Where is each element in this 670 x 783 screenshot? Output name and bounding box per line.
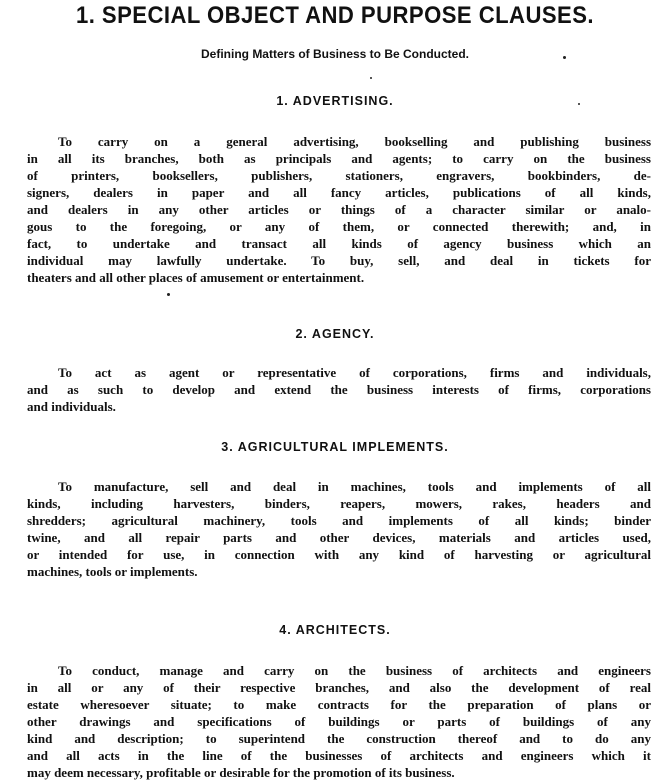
page-subtitle: Defining Matters of Business to Be Conducted.	[200, 47, 470, 61]
text-line: other drawings and specifications of buildings or parts of buildings of any	[27, 714, 651, 729]
section-body-architects	[27, 662, 651, 781]
text-line: and all acts in the line of the businesses of architects and engineers which it	[27, 748, 651, 763]
section-heading-agency: 2. AGENCY.	[295, 327, 375, 341]
text-line: and dealers in any other articles or things of a character similar or analo-	[27, 202, 651, 217]
text-line: gous to the foregoing, or any of them, or connected therewith; and, in	[27, 219, 651, 234]
text-line: and individuals.	[27, 399, 116, 414]
text-line: To act as agent or representative of corporations, firms and individuals,	[58, 365, 651, 380]
text-line: and as such to develop and extend the business interests of firms, corporations	[27, 382, 651, 397]
section-heading-architects: 4. ARCHITECTS.	[279, 623, 391, 637]
section-heading-advertising: 1. ADVERTISING.	[276, 94, 394, 108]
text-line: fact, to undertake and transact all kinds of agency business which an	[27, 236, 651, 251]
scan-speck	[578, 103, 580, 105]
section-body-advertising	[27, 133, 651, 286]
scan-speck	[167, 293, 170, 296]
section-heading-agricultural-implements: 3. AGRICULTURAL IMPLEMENTS.	[221, 440, 449, 454]
text-line: in all its branches, both as principals and agents; to carry on the business	[27, 151, 651, 166]
text-line: To manufacture, sell and deal in machines, tools and implements of all	[58, 479, 651, 494]
scan-speck	[563, 56, 566, 59]
text-line: twine, and all repair parts and other devices, materials and articles used,	[27, 530, 651, 545]
scan-speck	[370, 77, 372, 79]
text-line: in all or any of their respective branches, and also the development of real	[27, 680, 651, 695]
text-line: machines, tools or implements.	[27, 564, 198, 579]
text-line: To carry on a general advertising, bookselling and publishing business	[58, 134, 651, 149]
text-line: kinds, including harvesters, binders, reapers, mowers, rakes, headers and	[27, 496, 651, 511]
text-line: shredders; agricultural machinery, tools and implements of all kinds; binder	[27, 513, 651, 528]
section-body-agricultural-implements	[27, 478, 651, 580]
text-line: To conduct, manage and carry on the business of architects and engineers	[58, 663, 651, 678]
text-line: of printers, booksellers, publishers, stationers, engravers, bookbinders, de-	[27, 168, 651, 183]
text-line: or intended for use, in connection with any kind of harvesting or agricultural	[27, 547, 651, 562]
text-line: theaters and all other places of amusement or entertainment.	[27, 270, 365, 285]
text-line: signers, dealers in paper and all fancy articles, publications of all kinds,	[27, 185, 651, 200]
text-line: kind and description; to superintend the construction thereof and to do any	[27, 731, 651, 746]
page-title: 1. SPECIAL OBJECT AND PURPOSE CLAUSES.	[75, 2, 595, 29]
section-body-agency	[27, 364, 651, 415]
text-line: estate wheresoever situate; to make contracts for the preparation of plans or	[27, 697, 651, 712]
text-line: individual may lawfully undertake. To buy, sell, and deal in tickets for	[27, 253, 651, 268]
text-line: may deem necessary, profitable or desirable for the promotion of its business.	[27, 765, 455, 780]
